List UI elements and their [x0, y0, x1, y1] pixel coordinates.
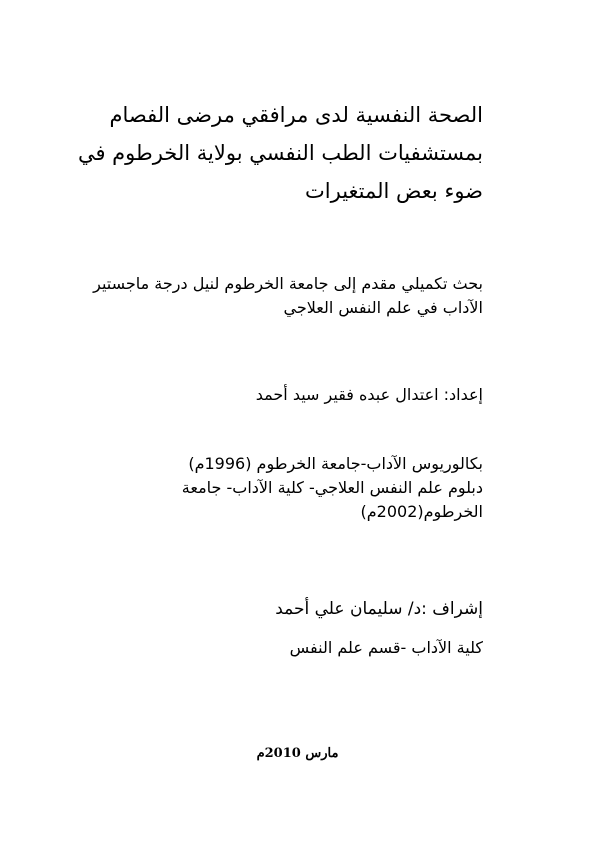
- degree-line-3: الخرطوم(2002م): [360, 502, 483, 521]
- faculty-department: [83, 636, 483, 660]
- author-degrees: [83, 452, 483, 524]
- supervisor: [83, 596, 483, 622]
- submission-date: مارس 2010م: [256, 746, 339, 761]
- degree-line-2: دبلوم علم النفس العلاجي- كلية الآداب- جامعة: [181, 478, 483, 497]
- purpose-line-1: بحث تكميلي مقدم إلى جامعة الخرطوم لنيل درجة ماجستير: [93, 274, 483, 293]
- title-line-2: بمستشفيات الطب النفسي بولاية الخرطوم في: [77, 141, 483, 165]
- thesis-title: [77, 96, 483, 210]
- faculty-name: كلية الآداب -قسم علم النفس: [289, 638, 483, 657]
- degree-line-1: بكالوريوس الآداب-جامعة الخرطوم (1996م): [188, 454, 483, 473]
- supervisor-name: إشراف :د/ سليمان علي أحمد: [275, 599, 483, 619]
- title-line-1: الصحة النفسية لدى مرافقي مرضى الفصام: [109, 103, 483, 127]
- author-name: إعداد: اعتدال عبده فقير سيد أحمد: [255, 385, 483, 404]
- prepared-by: [83, 383, 483, 407]
- purpose-line-2: الآداب في علم النفس العلاجي: [283, 298, 483, 317]
- title-line-3: ضوء بعض المتغيرات: [305, 179, 483, 203]
- thesis-purpose: [83, 272, 483, 320]
